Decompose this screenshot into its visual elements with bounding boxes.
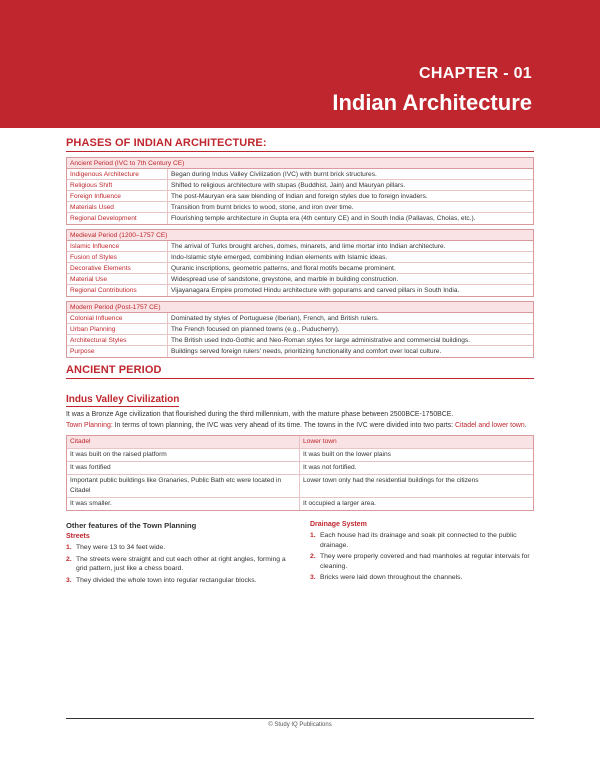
list-item	[310, 573, 534, 583]
streets-list	[66, 543, 294, 585]
table-cell: Lower town only had the residential buildings for the citizens	[303, 477, 479, 484]
row-key: Regional Development	[67, 213, 168, 224]
drainage-list	[310, 531, 534, 583]
list-number: 3.	[310, 574, 316, 581]
table-cell: It was smaller.	[67, 498, 300, 510]
list-number: 3.	[66, 576, 72, 584]
features-heading: Other features of the Town Planning	[66, 521, 197, 530]
ivc-title: Indus Valley Civilization	[66, 394, 180, 405]
list-item	[310, 552, 534, 571]
ancient-period-heading: ANCIENT PERIOD	[66, 364, 534, 379]
chapter-number: CHAPTER - 01	[419, 65, 532, 82]
table-row	[67, 263, 533, 274]
row-value: Transition from burnt bricks to wood, stone, and iron over time.	[171, 204, 354, 211]
table-row	[67, 475, 533, 498]
list-text: Bricks were laid down throughout the channels.	[320, 574, 463, 581]
row-value: Flourishing temple architecture in Gupta era (4th century CE) and in South India (Pallavas, Cholas, etc.).	[171, 215, 476, 222]
table-header-row	[67, 436, 533, 449]
table-cell: It occupied a larger area.	[303, 500, 376, 507]
list-number: 1.	[310, 532, 316, 539]
table-cell: It was built on the lower plains	[303, 451, 391, 458]
row-value: Began during Indus Valley Civilization (IVC) with burnt brick structures.	[171, 171, 377, 178]
row-key: Fusion of Styles	[67, 252, 168, 262]
list-item	[310, 531, 534, 550]
table-row	[67, 180, 533, 191]
list-number: 1.	[66, 544, 72, 551]
table-row	[67, 241, 533, 252]
row-key: Regional Contributions	[67, 285, 168, 296]
table-row	[67, 498, 533, 510]
row-key: Colonial Influence	[67, 313, 168, 323]
modern-period-title: Modern Period (Post-1757 CE)	[67, 302, 533, 313]
row-key: Materials Used	[67, 202, 168, 212]
drainage-title: Drainage System	[310, 521, 367, 528]
table-row	[67, 324, 533, 335]
table-row	[67, 462, 533, 475]
drainage-column	[300, 521, 534, 587]
row-key: Architectural Styles	[67, 335, 168, 345]
list-item	[66, 576, 294, 586]
row-value: Widespread use of sandstone, greystone, and marble in building construction.	[171, 276, 399, 283]
list-text: They were 13 to 34 feet wide.	[76, 544, 166, 551]
town-planning-end: .	[524, 421, 527, 429]
row-value: Shifted to religious architecture with stupas (Buddhist, Jain) and Mauryan pillars.	[171, 182, 406, 189]
table-row	[67, 191, 533, 202]
town-planning-label: Town Planning:	[66, 421, 113, 429]
streets-title: Streets	[66, 533, 90, 540]
list-text: Each house had its drainage and soak pit connected to the public drainage.	[320, 532, 517, 549]
list-text: The streets were straight and cut each other at right angles, forming a grid pattern, just like a chess board.	[76, 555, 286, 572]
row-value: Quranic inscriptions, geometric patterns, and floral motifs became prominent.	[171, 265, 396, 272]
row-value: Vijayanagara Empire promoted Hindu architecture with gopurams and carved pillars in South India.	[171, 287, 460, 294]
row-value: Buildings served foreign rulers' needs, prioritizing functionality and comfort over local culture.	[171, 348, 442, 355]
town-parts: Citadel and lower town	[455, 421, 525, 429]
table-row	[67, 335, 533, 346]
table-row	[67, 213, 533, 224]
row-key: Islamic Influence	[67, 241, 168, 251]
row-key: Urban Planning	[67, 324, 168, 334]
row-value: The British used Indo-Gothic and Neo-Roman styles for large administrative and commercial buildings.	[171, 337, 471, 344]
features-columns	[66, 521, 534, 587]
row-key: Foreign Influence	[67, 191, 168, 201]
list-text: They were properly covered and had manholes at regular intervals for cleaning.	[320, 553, 530, 570]
table-cell: Important public buildings like Granaries, Public Bath etc were located in Citadel	[67, 475, 300, 497]
row-key: Material Use	[67, 274, 168, 284]
town-planning-text: In terms of town planning, the IVC was very ahead of its time. The towns in the IVC were divided into two parts:	[112, 421, 456, 429]
table-cell: It was built on the raised platform	[67, 449, 300, 461]
row-value: The arrival of Turks brought arches, domes, minarets, and lime mortar into Indian architecture.	[171, 243, 446, 250]
table-cell: It was fortified	[67, 462, 300, 474]
list-item	[66, 543, 294, 553]
row-key: Indigenous Architecture	[67, 169, 168, 179]
phases-heading: PHASES OF INDIAN ARCHITECTURE:	[66, 137, 534, 152]
medieval-period-title: Medieval Period (1200–1757 CE)	[67, 230, 533, 241]
medieval-period-table	[66, 229, 534, 297]
row-value: Dominated by styles of Portuguese (Iberian), French, and British rulers.	[171, 315, 379, 322]
table-row	[67, 202, 533, 213]
streets-column	[66, 521, 300, 587]
ivc-intro: It was a Bronze Age civilization that flourished during the third millennium, with the mature phase between 2500BCE-1750BCE.	[66, 411, 454, 418]
list-item	[66, 555, 294, 574]
list-number: 2.	[66, 555, 72, 563]
town-planning-paragraph	[66, 421, 534, 432]
row-value: The post-Mauryan era saw blending of Indian and foreign styles due to foreign invaders.	[171, 193, 428, 200]
column-header-lower-town: Lower town	[303, 438, 337, 445]
row-value: Indo-Islamic style emerged, combining Indian elements with Islamic ideas.	[171, 254, 388, 261]
ancient-period-title: Ancient Period (IVC to 7th Century CE)	[67, 158, 533, 169]
row-key: Decorative Elements	[67, 263, 168, 273]
row-key: Purpose	[67, 346, 168, 357]
column-header-citadel: Citadel	[67, 436, 300, 448]
table-row	[67, 252, 533, 263]
chapter-title: Indian Architecture	[332, 90, 532, 115]
table-row	[67, 274, 533, 285]
table-row	[67, 285, 533, 296]
table-row	[67, 346, 533, 357]
row-key: Religious Shift	[67, 180, 168, 190]
chapter-banner	[0, 0, 600, 128]
table-cell: It was not fortified.	[303, 464, 357, 471]
table-row	[67, 313, 533, 324]
page-content	[66, 137, 534, 587]
ancient-period-table	[66, 157, 534, 225]
table-row	[67, 449, 533, 462]
footer-divider	[66, 718, 534, 719]
footer-publisher: © Study IQ Publications	[268, 722, 332, 728]
citadel-lower-town-table	[66, 435, 534, 511]
list-number: 2.	[310, 553, 316, 560]
row-value: The French focused on planned towns (e.g., Puducherry).	[171, 326, 340, 333]
modern-period-table	[66, 301, 534, 358]
list-text: They divided the whole town into regular rectangular blocks.	[76, 576, 257, 584]
table-row	[67, 169, 533, 180]
